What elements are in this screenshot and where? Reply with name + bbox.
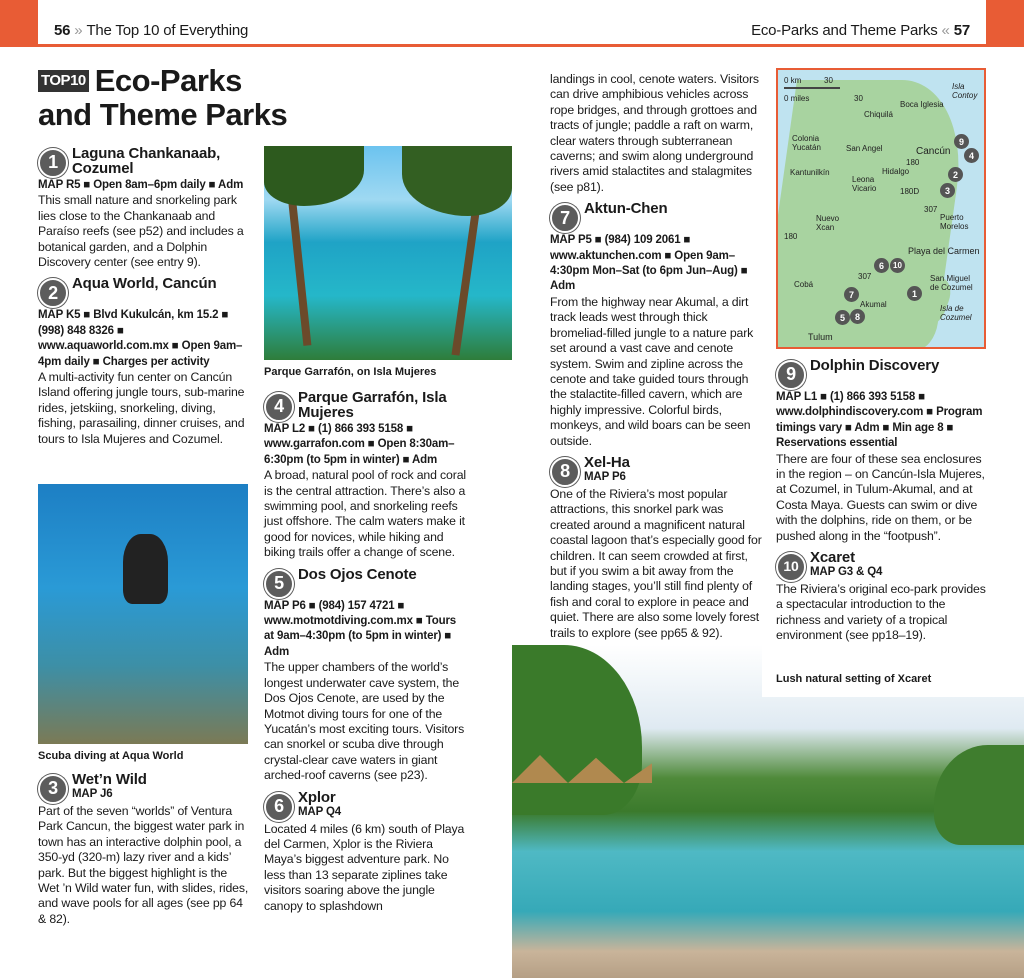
entry-name: Wet’n Wild bbox=[72, 771, 147, 788]
entry-info: MAP L1 ■ (1) 866 393 5158 ■ www.dolphindiscovery.com ■ Program timings vary ■ Adm ■ Min age 8 ■ Reservations essential bbox=[776, 391, 983, 450]
entry-6 bbox=[264, 790, 468, 914]
section-title-left: The Top 10 of Everything bbox=[86, 22, 249, 39]
right-running-head: Eco-Parks and Theme Parks « 57 bbox=[751, 22, 970, 39]
scale-miles-value: 30 bbox=[854, 94, 863, 103]
title-line2: and Theme Parks bbox=[38, 97, 288, 132]
entry-description: A broad, natural pool of rock and coral is the central attraction. There’s also a swimming pool, and snorkeling reefs just offshore. The calm waters make it good for novices, while hiking and biking trails offer a change of scene. bbox=[264, 468, 466, 560]
entry-info: MAP Q4 bbox=[298, 805, 341, 818]
page-number-left: 56 bbox=[54, 22, 71, 39]
place-label: San Miguel de Cozumel bbox=[930, 274, 973, 292]
region-map bbox=[776, 68, 986, 349]
road-number: 180D bbox=[900, 187, 920, 196]
xplor-continued: landings in cool, cenote waters. Visitors can drive amphibious vehicles across rope bridges, and through grottoes and tracts of jungle; paddle a raft on warm, clear waters through subterranean caverns; and swim along underground rivers amid stalactites and stalagmites (see p81). bbox=[550, 72, 759, 194]
section-title-right: Eco-Parks and Theme Parks bbox=[751, 22, 938, 39]
column-1-bottom bbox=[38, 772, 250, 933]
road-number: 307 bbox=[924, 205, 938, 214]
place-label: Leona Vicario bbox=[852, 175, 877, 193]
entry-2 bbox=[38, 276, 250, 447]
entry-description: Part of the seven “worlds” of Ventura Park Cancun, the biggest water park in town has an interactive dolphin pool, a 350-yd (320-m) lazy river and a kids’ park. But the biggest highlight is the Wet ’n Wild water fun, with slides, rides, and wave pools for all ages (see pp 64 & 82). bbox=[38, 804, 249, 926]
place-label: Tulum bbox=[808, 332, 833, 342]
number-badge: 1 bbox=[38, 148, 68, 178]
left-running-head: 56 » The Top 10 of Everything bbox=[54, 22, 249, 39]
place-label: Puerto Morelos bbox=[940, 213, 969, 231]
map-marker-1: 1 bbox=[907, 286, 922, 301]
place-label: Boca Iglesia bbox=[900, 100, 944, 109]
entry-info: MAP P5 ■ (984) 109 2061 ■ www.aktunchen.com ■ Open 9am–4:30pm Mon–Sat (to 6pm Jun–Aug) ■ Adm bbox=[550, 234, 748, 293]
entry-description: A multi-activity fun center on Cancún Island offering jungle tours, sub-marine rides, jetskiing, snorkeling, diving, fishing, parasailing, dinner cruises, and tours to Isla Mujeres and Cozumel. bbox=[38, 370, 245, 446]
entry-name: Xel-Ha bbox=[584, 453, 630, 471]
entry-5 bbox=[264, 567, 468, 784]
garrafon-caption: Parque Garrafón, on Isla Mujeres bbox=[264, 366, 437, 378]
place-label: San Angel bbox=[846, 144, 883, 153]
map-marker-10: 10 bbox=[890, 258, 905, 273]
scale-bar bbox=[784, 87, 840, 89]
entry-description: One of the Riviera’s most popular attractions, this snorkel park was created around a magnificent natural coastal lagoon that’s especially good for children. It can seem crowded at first, but if you swim a bit away from the landing stages, you’ll still find plenty of fish and coral to explore in peace and quiet. There are also some lovely forest trails to explore (see pp65 & 92). bbox=[550, 486, 762, 640]
place-label: Isla Contoy bbox=[952, 82, 978, 100]
entry-name: Dos Ojos Cenote bbox=[298, 565, 417, 583]
title-line1: Eco-Parks bbox=[94, 63, 242, 98]
entry-name: Xcaret bbox=[810, 549, 855, 567]
palm-trees bbox=[934, 745, 1024, 845]
entry-description: This small nature and snorkeling park lies close to the Chankanaab and Paraíso reefs (see p52) and includes a botanical garden, and a Dolphin Discovery center (see entry 9). bbox=[38, 193, 244, 270]
header-rule bbox=[0, 44, 1024, 47]
number-badge: 6 bbox=[264, 792, 294, 822]
map-marker-8: 8 bbox=[850, 309, 865, 324]
scale-km-value: 30 bbox=[824, 76, 833, 85]
entry-description: Located 4 miles (6 km) south of Playa del Carmen, Xplor is the Riviera Maya’s biggest adventure park. No less than 13 separate ziplines take visitors soaring above the jungle canopy to splashdown bbox=[264, 821, 465, 913]
place-label: Cancún bbox=[916, 146, 951, 157]
map-marker-9: 9 bbox=[954, 134, 969, 149]
number-badge: 2 bbox=[38, 278, 68, 308]
map-marker-3: 3 bbox=[940, 183, 955, 198]
palm-fronds bbox=[264, 146, 364, 206]
number-badge: 5 bbox=[264, 569, 294, 599]
xcaret-photo bbox=[512, 645, 1024, 978]
entry-3 bbox=[38, 772, 250, 927]
place-label: Akumal bbox=[860, 300, 887, 309]
place-label: Nuevo Xcan bbox=[816, 214, 840, 232]
place-label: Kantunilkín bbox=[790, 168, 830, 177]
entry-description: The upper chambers of the world’s longest underwater cave system, the Dos Ojos Cenote, are used by the Motmot diving tours for one of the Yucatán’s most exciting tours. Visitors can snorkel or scuba dive through crystal-clear cave waters in giant arched-roof caverns (see p23). bbox=[264, 660, 465, 783]
entry-info: MAP R5 ■ Open 8am–6pm daily ■ Adm bbox=[38, 179, 244, 191]
scuba-photo bbox=[38, 484, 248, 744]
page-title bbox=[38, 64, 287, 132]
number-badge: 10 bbox=[776, 552, 806, 582]
entry-name: Dolphin Discovery bbox=[810, 357, 940, 374]
header-accent-right bbox=[986, 0, 1024, 46]
entry-description: The Riviera’s original eco-park provides a spectacular introduction to the richness and variety of a tropical environment (see pp18–19). bbox=[776, 582, 986, 643]
road-number: 180 bbox=[784, 232, 798, 241]
palm-fronds bbox=[402, 146, 512, 216]
entry-description: From the highway near Akumal, a dirt track leads west through thick bromeliad-filled jungle to a nature park set around a vast cave and cenote system. Swim and zipline across the cenote and take guided tours through the stalactite-filled cavern, which are highly impressive. Colorful birds, monkeys, and wild boars can be seen outside. bbox=[550, 294, 754, 448]
place-label: Colonia Yucatán bbox=[792, 134, 821, 152]
entry-9 bbox=[776, 358, 986, 544]
entry-info: MAP P6 bbox=[584, 470, 626, 483]
number-badge: 7 bbox=[550, 203, 580, 233]
number-badge: 8 bbox=[550, 457, 580, 487]
entry-info: MAP P6 ■ (984) 157 4721 ■ www.motmotdiving.com.mx ■ Tours at 9am–4:30pm (to 5pm in winter) ■ Adm bbox=[264, 599, 457, 658]
garrafon-photo bbox=[264, 146, 512, 360]
entry-name: Aktun-Chen bbox=[584, 200, 668, 218]
entry-7 bbox=[550, 201, 762, 449]
place-label: Cobá bbox=[794, 280, 814, 289]
entry-name: Parque Garrafón, Isla Mujeres bbox=[298, 389, 447, 421]
place-label: Isla de Cozumel bbox=[940, 304, 972, 322]
map-marker-2: 2 bbox=[948, 167, 963, 182]
column-4 bbox=[776, 358, 986, 650]
jungle-foliage bbox=[512, 645, 642, 815]
entry-8 bbox=[550, 455, 762, 641]
page-number-right: 57 bbox=[953, 22, 970, 39]
number-badge: 3 bbox=[38, 774, 68, 804]
entry-10 bbox=[776, 550, 986, 644]
map-marker-5: 5 bbox=[835, 310, 850, 325]
entry-name: Xplor bbox=[298, 788, 336, 806]
map-marker-6: 6 bbox=[874, 258, 889, 273]
scale-miles: 0 miles bbox=[784, 94, 810, 103]
scale-km: 0 km bbox=[784, 76, 802, 85]
entry-4 bbox=[264, 390, 468, 561]
header-accent-left bbox=[0, 0, 38, 46]
column-1 bbox=[38, 146, 250, 453]
top10-logo: TOP10 bbox=[38, 70, 89, 92]
entry-1 bbox=[38, 146, 250, 270]
place-label: Hidalgo bbox=[882, 167, 910, 176]
road-number: 307 bbox=[858, 272, 872, 281]
xcaret-caption: Lush natural setting of Xcaret bbox=[776, 673, 932, 685]
entry-name: Laguna Chankanaab, Cozumel bbox=[72, 145, 221, 177]
scuba-caption: Scuba diving at Aqua World bbox=[38, 750, 184, 762]
place-label: Chiquilá bbox=[864, 110, 893, 119]
diver-silhouette bbox=[123, 534, 168, 604]
entry-info: MAP K5 ■ Blvd Kukulcán, km 15.2 ■ (998) 848 8326 ■ www.aquaworld.com.mx ■ Open 9am–4pm daily ■ Charges per activity bbox=[38, 309, 243, 368]
number-badge: 4 bbox=[264, 392, 294, 422]
place-label: Playa del Carmen bbox=[908, 246, 980, 256]
entry-name: Aqua World, Cancún bbox=[72, 275, 217, 293]
column-2 bbox=[264, 390, 468, 920]
road-number: 180 bbox=[906, 158, 920, 167]
entry-info: MAP G3 & Q4 bbox=[810, 566, 883, 579]
number-badge: 9 bbox=[776, 360, 806, 390]
entry-info: MAP J6 bbox=[72, 788, 113, 800]
entry-info: MAP L2 ■ (1) 866 393 5158 ■ www.garrafon.com ■ Open 8:30am–6:30pm (to 5pm in winter) ■ Adm bbox=[264, 423, 455, 466]
column-3 bbox=[550, 72, 762, 647]
entry-description: There are four of these sea enclosures in the region – on Cancún-Isla Mujeres, at Cozumel, in Tulum-Akumal, and at Costa Maya. Guests can swim or dive with the dolphins, ride on them, or be pushed along in the “footpush”. bbox=[776, 451, 985, 543]
map-marker-4: 4 bbox=[964, 148, 979, 163]
map-marker-7: 7 bbox=[844, 287, 859, 302]
